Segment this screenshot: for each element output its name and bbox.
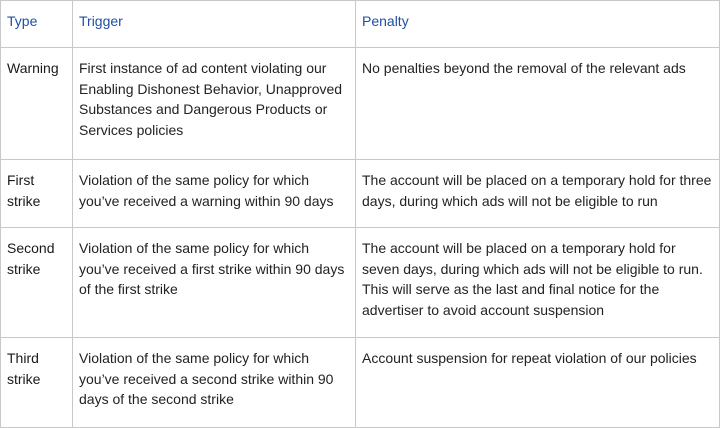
table-header-row (1, 1, 720, 48)
table-row (1, 160, 720, 228)
header-penalty: Penalty (356, 1, 720, 48)
penalty-cell: The account will be placed on a temporary hold for seven days, during which ads will not be eligible to run. This will serve as the last and final notice for the advertiser to avoid account suspension (356, 228, 720, 338)
trigger-cell: Violation of the same policy for which you’ve received a warning within 90 days (73, 160, 356, 228)
trigger-cell: Violation of the same policy for which you’ve received a first strike within 90 days of the first strike (73, 228, 356, 338)
penalty-cell: Account suspension for repeat violation of our policies (356, 338, 720, 428)
table-row (1, 338, 720, 428)
table-row (1, 48, 720, 160)
type-cell: First strike (1, 160, 73, 228)
penalty-cell: The account will be placed on a temporary hold for three days, during which ads will not be eligible to run (356, 160, 720, 228)
header-type: Type (1, 1, 73, 48)
table-row (1, 228, 720, 338)
trigger-cell: First instance of ad content violating our Enabling Dishonest Behavior, Unapproved Substances and Dangerous Products or Services policies (73, 48, 356, 160)
type-cell: Second strike (1, 228, 73, 338)
trigger-cell: Violation of the same policy for which you’ve received a second strike within 90 days of the second strike (73, 338, 356, 428)
penalty-cell: No penalties beyond the removal of the relevant ads (356, 48, 720, 160)
header-trigger: Trigger (73, 1, 356, 48)
type-cell: Warning (1, 48, 73, 160)
type-cell: Third strike (1, 338, 73, 428)
